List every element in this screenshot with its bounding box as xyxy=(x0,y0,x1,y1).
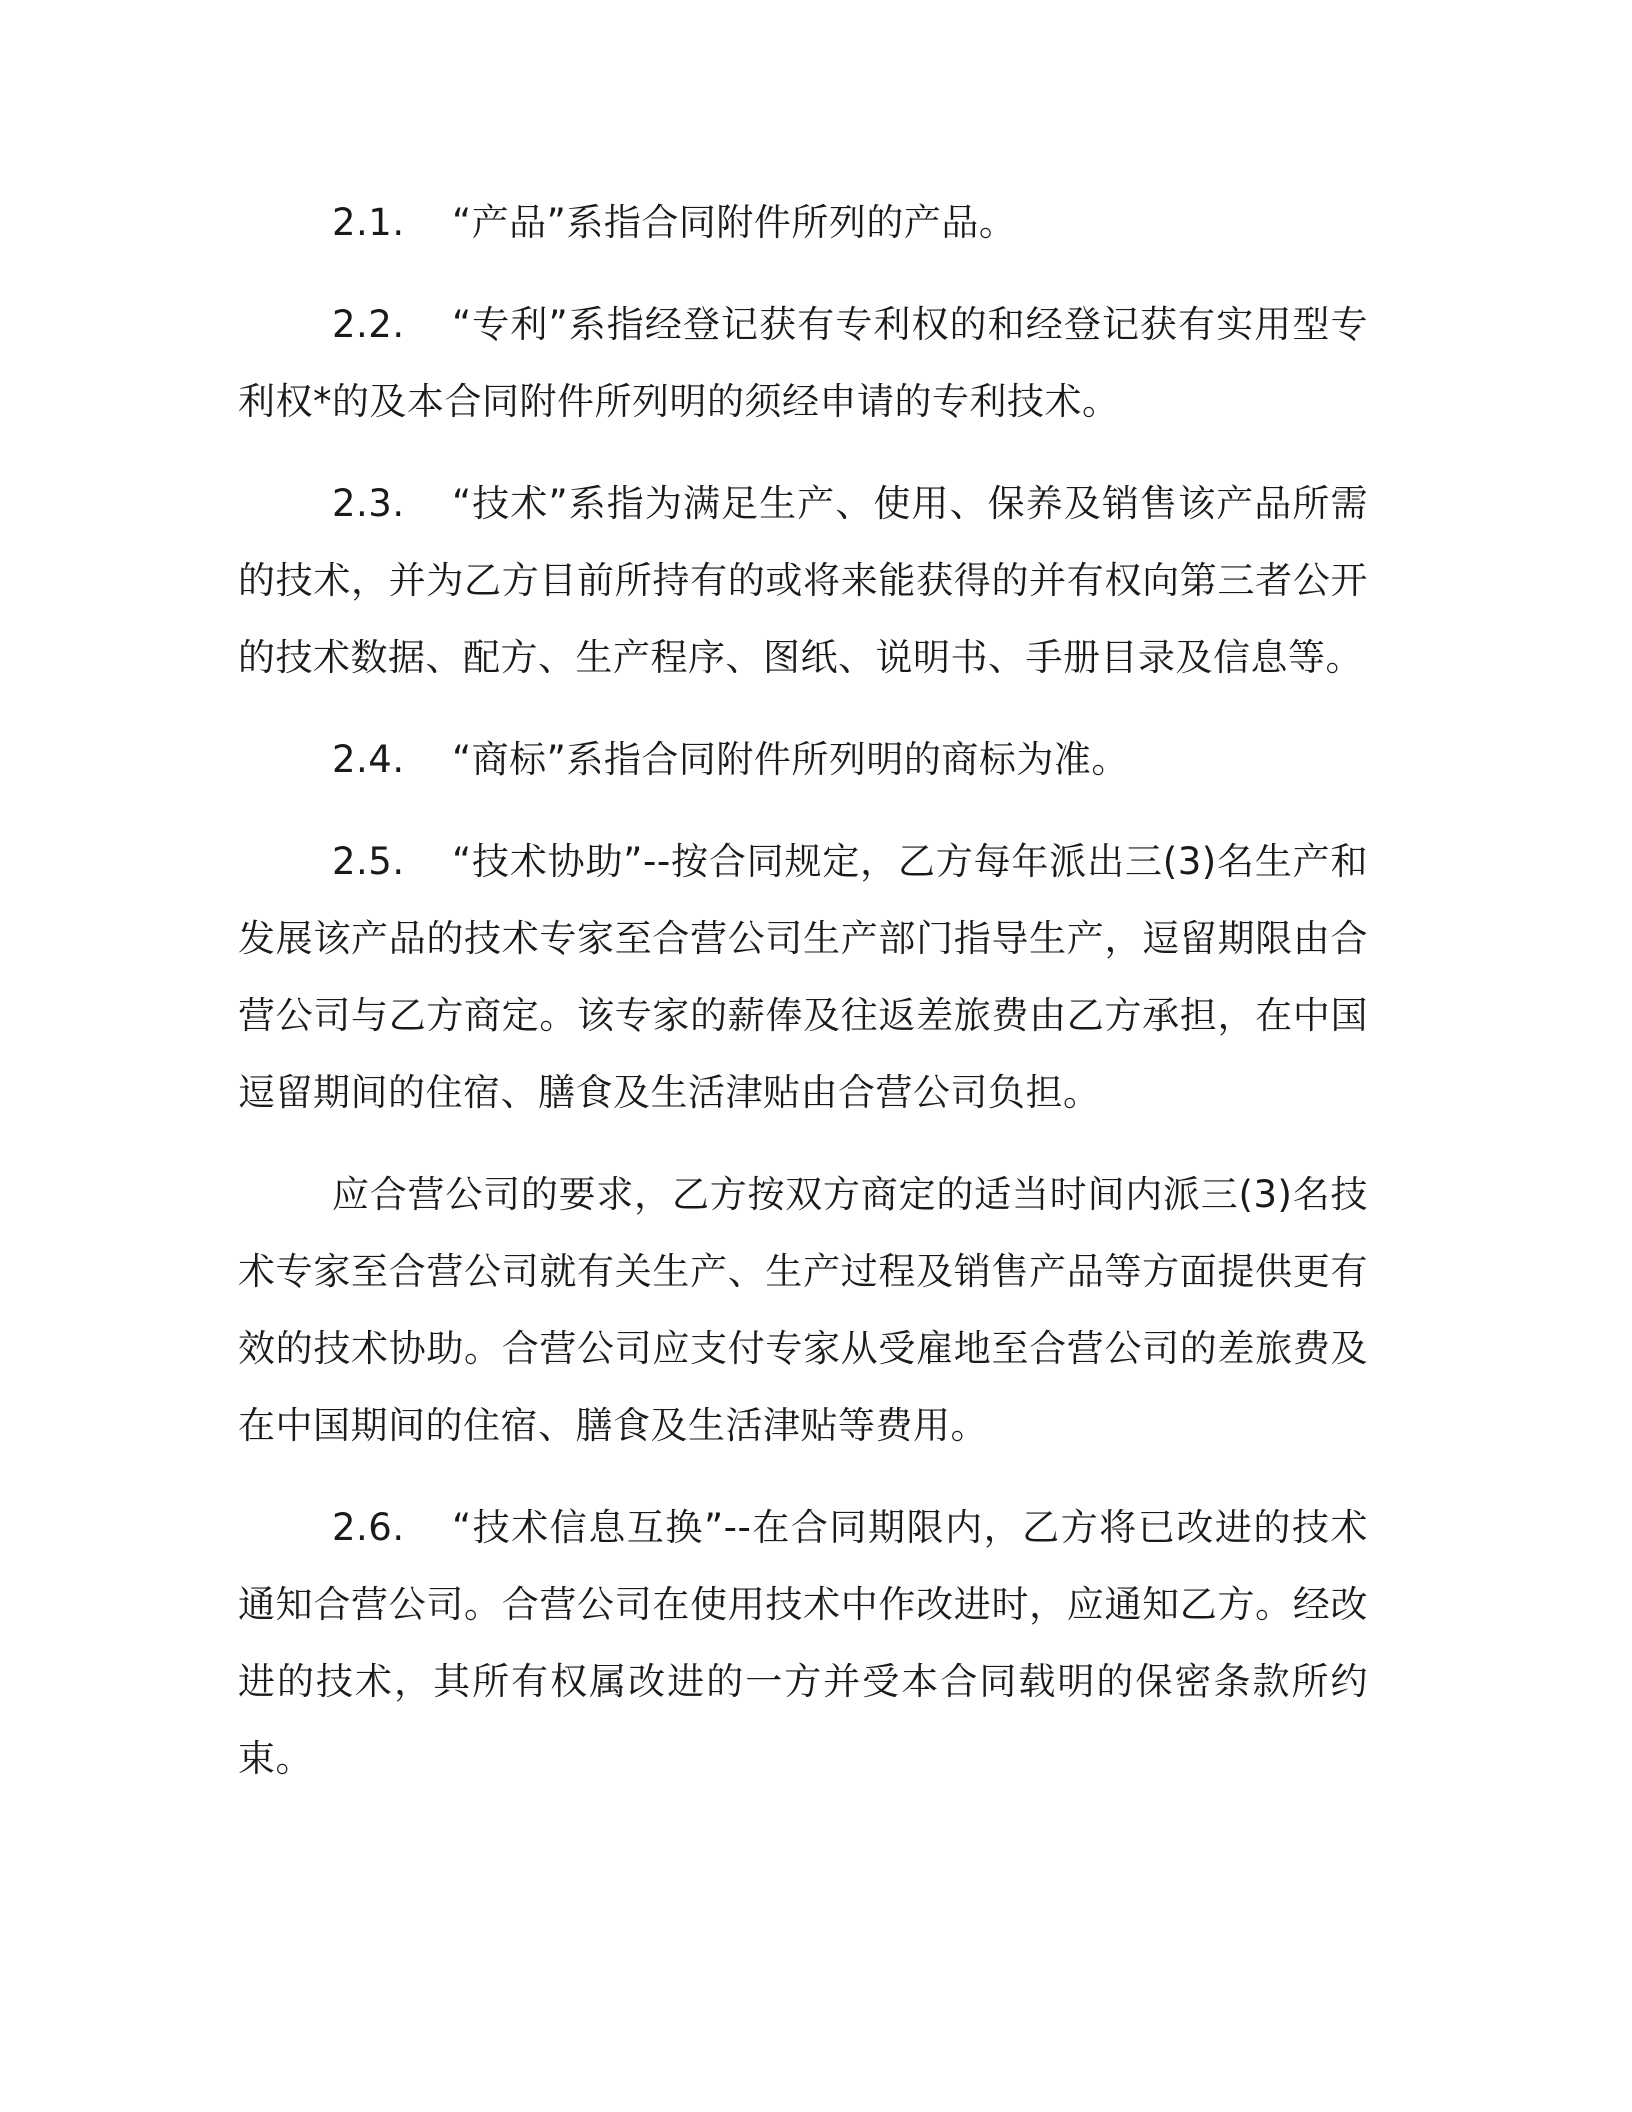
clause-number: 2.3. xyxy=(332,482,405,525)
clause-text: “技术协助”--按合同规定，乙方每年派出三(3)名生产和发展该产品的技术专家至合营公司生产部门指导生产，逗留期限由合营公司与乙方商定。该专家的薪俸及往返差旅费由乙方承担，在中国逗留期间的住宿、膳食及生活津贴由合营公司负担。 xyxy=(238,840,1368,1114)
clause-text: 应合营公司的要求，乙方按双方商定的适当时间内派三(3)名技术专家至合营公司就有关生产、生产过程及销售产品等方面提供更有效的技术协助。合营公司应支付专家从受雇地至合营公司的差旅费及在中国期间的住宿、膳食及生活津贴等费用。 xyxy=(238,1173,1368,1447)
clause-2-1 xyxy=(238,184,1368,261)
clause-2-5 xyxy=(238,823,1368,1131)
clause-number: 2.4. xyxy=(332,738,405,781)
clause-number: 2.6. xyxy=(332,1506,405,1549)
clause-2-2 xyxy=(238,286,1368,440)
clause-text: “商标”系指合同附件所列明的商标为准。 xyxy=(452,738,1129,781)
clause-text: “技术信息互换”--在合同期限内，乙方将已改进的技术通知合营公司。合营公司在使用技术中作改进时，应通知乙方。经改进的技术，其所有权属改进的一方并受本合同载明的保密条款所约束。 xyxy=(238,1506,1368,1780)
clause-text: “专利”系指经登记获有专利权的和经登记获有实用型专利权*的及本合同附件所列明的须经申请的专利技术。 xyxy=(238,303,1368,423)
clause-number: 2.2. xyxy=(332,303,405,346)
clause-2-6 xyxy=(238,1489,1368,1797)
clause-2-4 xyxy=(238,721,1368,798)
clause-text: “技术”系指为满足生产、使用、保养及销售该产品所需的技术，并为乙方目前所持有的或将来能获得的并有权向第三者公开的技术数据、配方、生产程序、图纸、说明书、手册目录及信息等。 xyxy=(238,482,1368,679)
clause-2-3 xyxy=(238,465,1368,696)
clause-2-5-continuation xyxy=(238,1156,1368,1464)
clause-number: 2.1. xyxy=(332,201,405,244)
clause-text: “产品”系指合同附件所列的产品。 xyxy=(452,201,1017,244)
clause-number: 2.5. xyxy=(332,840,405,883)
document-body xyxy=(238,184,1368,1822)
